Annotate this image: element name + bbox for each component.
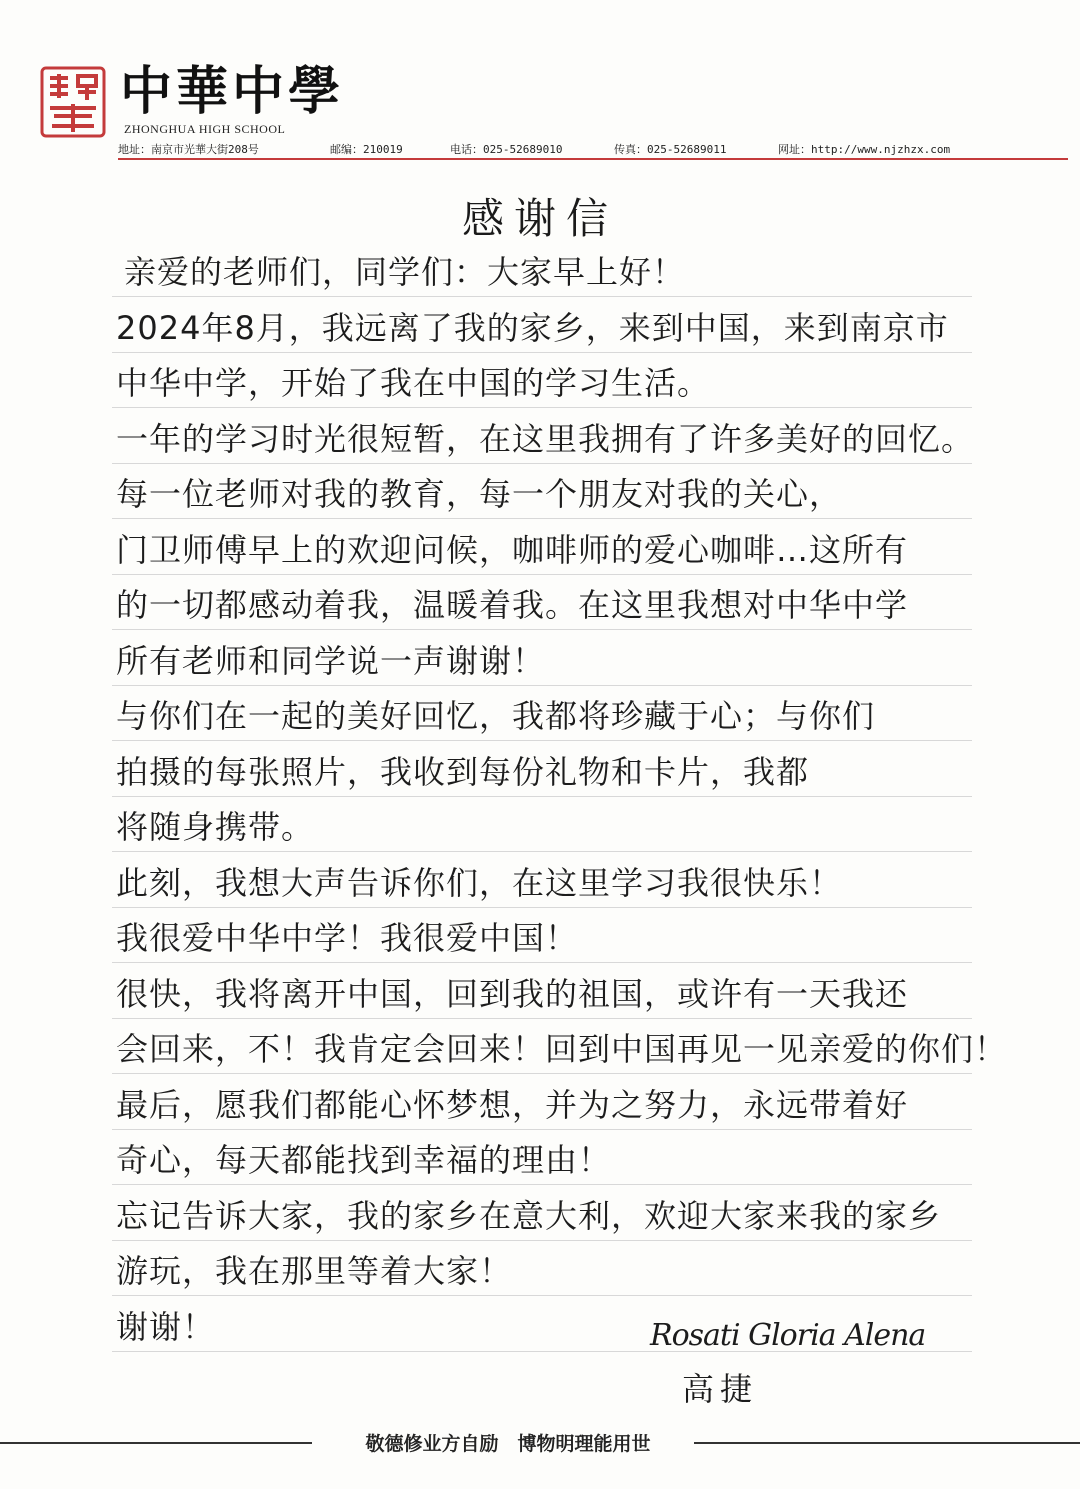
letter-line: 的一切都感动着我，温暖着我。在这里我想对中华中学: [116, 586, 909, 624]
ruled-line: [112, 907, 972, 908]
ruled-line: [112, 629, 972, 630]
ruled-line: [112, 740, 972, 741]
ruled-line: [112, 796, 972, 797]
signature-latin: Rosati Gloria Alena: [650, 1318, 926, 1353]
signature-chinese: 高捷: [682, 1370, 759, 1408]
school-name-english: ZHONGHUA HIGH SCHOOL: [124, 122, 286, 136]
ruled-line: [112, 1295, 972, 1296]
website-text: 网址：http://www.njzhzx.com: [778, 143, 951, 156]
letter-line: 中华中学，开始了我在中国的学习生活。: [116, 364, 711, 402]
ruled-line: [112, 962, 972, 963]
phone-text: 电话：025-52689010: [450, 143, 563, 156]
letter-line: 将随身携带。: [116, 808, 315, 846]
fax-text: 传真：025-52689011: [614, 143, 727, 156]
letter-line: 亲爱的老师们，同学们：大家早上好！: [124, 253, 686, 291]
ruled-line: [112, 296, 972, 297]
letter-line: 会回来，不！我肯定会回来！回到中国再见一见亲爱的你们！: [116, 1030, 1008, 1068]
ruled-line: [112, 1073, 972, 1074]
school-motto: 敬德修业方自励 博物明理能用世: [365, 1433, 651, 1455]
school-name: 中華中學: [120, 61, 345, 122]
ruled-line: [112, 463, 972, 464]
letter-line: 最后，愿我们都能心怀梦想，并为之努力，永远带着好: [116, 1086, 909, 1124]
letter-line: 2024年8月，我远离了我的家乡，来到中国，来到南京市: [116, 309, 949, 347]
letter-line: 所有老师和同学说一声谢谢！: [116, 642, 546, 680]
letter-title: 感谢信: [461, 194, 618, 243]
ruled-line: [112, 352, 972, 353]
postcode-text: 邮编：210019: [330, 143, 403, 156]
ruled-line: [112, 1240, 972, 1241]
letter-line: 忘记告诉大家，我的家乡在意大利，欢迎大家来我的家乡: [116, 1197, 942, 1235]
ruled-line: [112, 1018, 972, 1019]
ruled-line: [112, 851, 972, 852]
letter-line: 奇心，每天都能找到幸福的理由！: [116, 1141, 612, 1179]
ruled-line: [112, 1184, 972, 1185]
letter-line: 很快，我将离开中国，回到我的祖国，或许有一天我还: [116, 975, 909, 1013]
ruled-line: [112, 407, 972, 408]
footer-divider-right: [694, 1442, 1080, 1444]
letter-line: 谢谢！: [116, 1308, 216, 1346]
letter-line: 门卫师傅早上的欢迎问候，咖啡师的爱心咖啡…这所有: [116, 531, 909, 569]
letter-line: 我很爱中华中学！我很爱中国！: [116, 919, 579, 957]
footer-divider-left: [0, 1442, 312, 1444]
letter-line: 此刻，我想大声告诉你们，在这里学习我很快乐！: [116, 864, 843, 902]
ruled-line: [112, 518, 972, 519]
ruled-line: [112, 574, 972, 575]
letter-line: 拍摄的每张照片，我收到每份礼物和卡片，我都: [116, 753, 810, 791]
letter-line: 每一位老师对我的教育，每一个朋友对我的关心，: [116, 475, 843, 513]
address-text: 地址：南京市光華大街208号: [118, 143, 259, 156]
letter-line: 与你们在一起的美好回忆，我都将珍藏于心；与你们: [116, 697, 876, 735]
letter-line: 游玩，我在那里等着大家！: [116, 1252, 513, 1290]
letter-line: 一年的学习时光很短暂，在这里我拥有了许多美好的回忆。: [116, 420, 975, 458]
ruled-line: [112, 1129, 972, 1130]
ruled-line: [112, 685, 972, 686]
